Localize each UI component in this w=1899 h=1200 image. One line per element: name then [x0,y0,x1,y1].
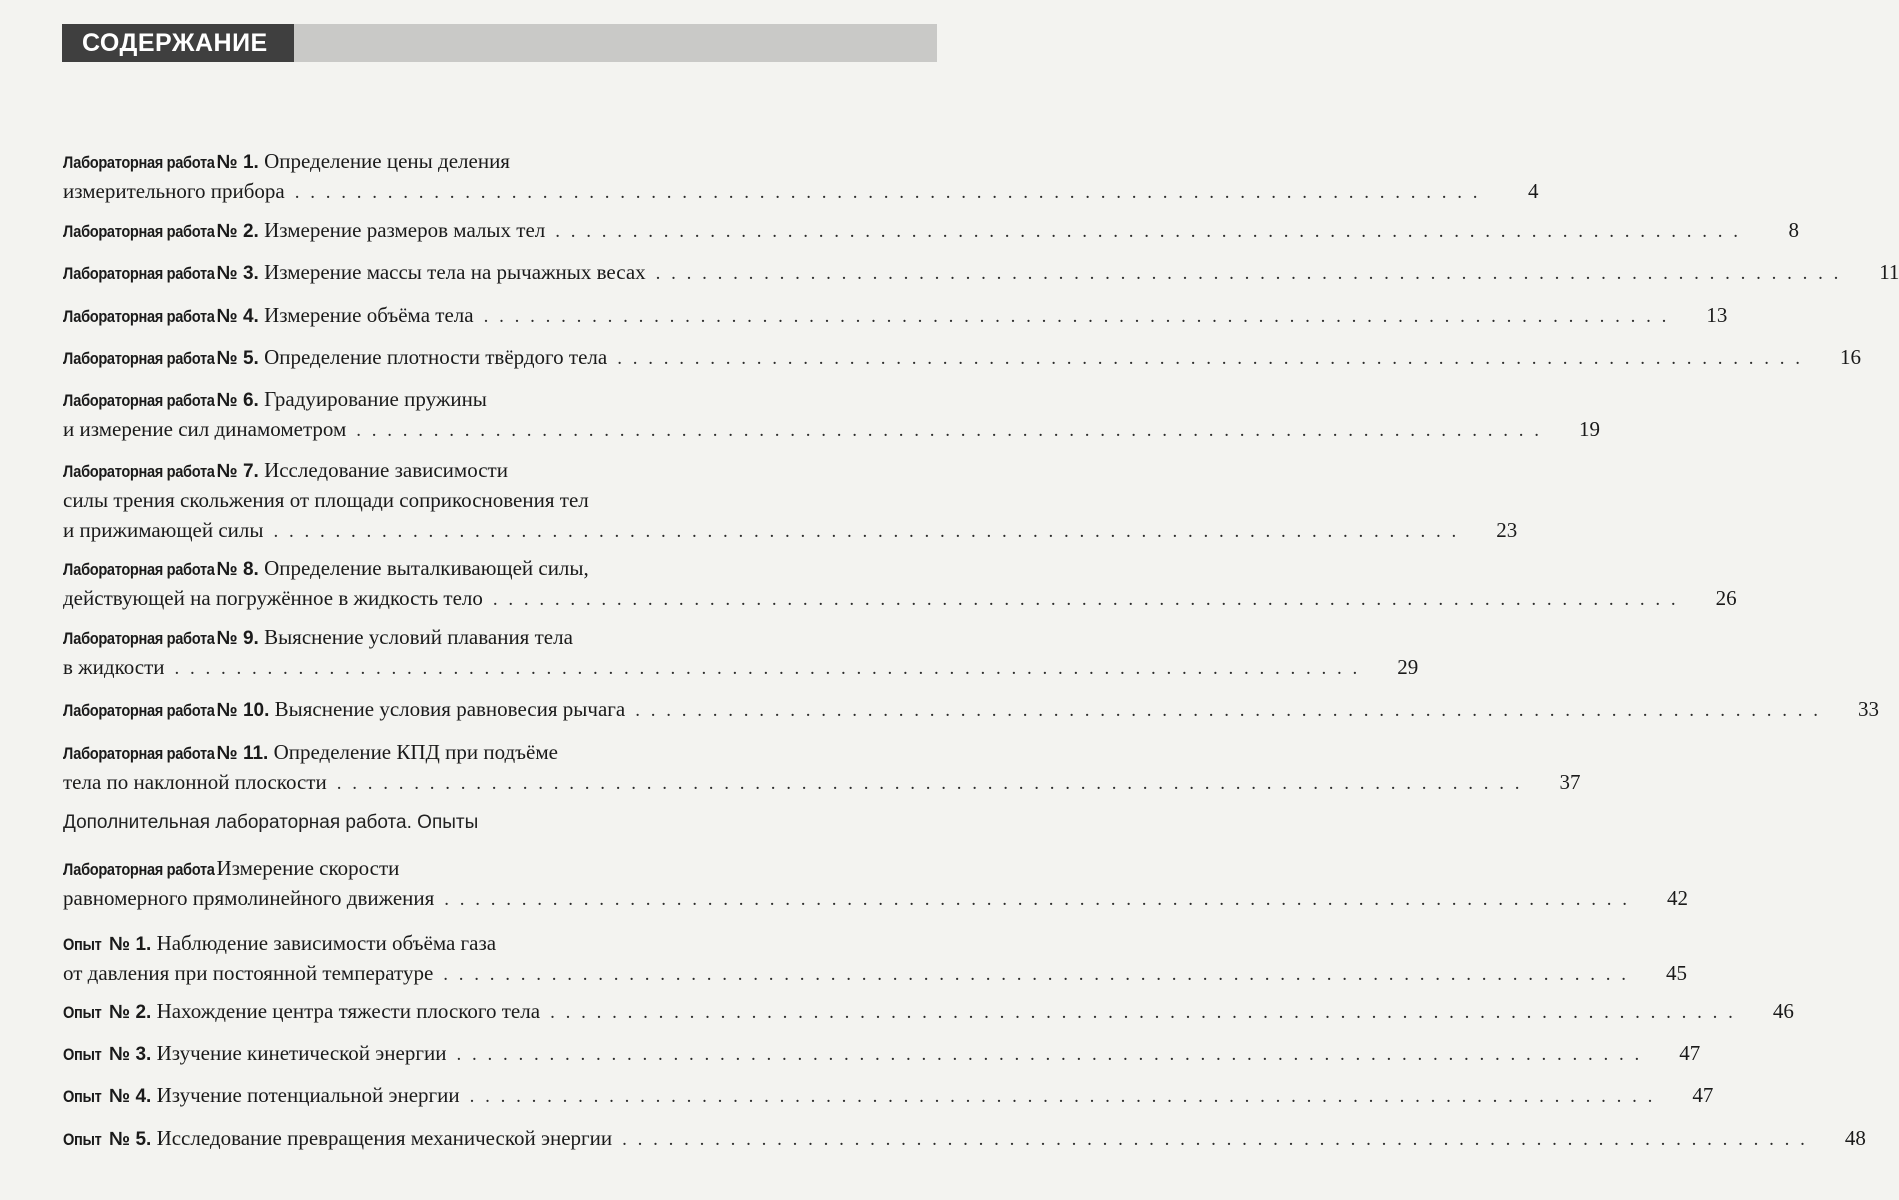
page-number: 26 [1715,586,1737,610]
toc-entry-last-line [63,694,1879,724]
toc-entry-title: действующей на погружённое в жидкость тело [63,586,483,610]
page-number: 11 [1879,260,1899,284]
toc-entry-text [63,767,327,797]
toc-entry-label: Лабораторная работа [63,307,215,326]
toc-entry-last-line [63,767,1581,797]
dot-leader: . . . . . . . . . . . . . . . . . . . . . . . . . . . . . . . . . . . . . . . . . . . . . . . . . . . . . . . . . . . . . . . . . . . . . . . . . . . . . [456,1044,1643,1065]
toc-entry-title: Исследование превращения механической энергии [156,1126,613,1150]
toc-entry-last-line [63,652,1419,682]
page-number: 37 [1559,770,1581,794]
toc-entry-number: № 4. [216,306,259,327]
toc-entry-title: Измерение массы тела на рычажных весах [264,260,646,284]
toc-entry-last-line [63,176,1539,206]
toc-entry-number: № 5. [216,348,259,369]
page-number: 33 [1857,697,1879,721]
toc-entry-text [63,652,165,682]
toc-entry-number: № 7. [216,461,259,482]
toc-entry-text [63,1080,460,1112]
toc-entry-line [63,384,936,414]
toc-entry-number: № 1. [216,152,259,173]
toc-entry-last-line [63,1123,1866,1153]
toc-entry-text [63,414,346,444]
toc-entry-title: Наблюдение зависимости объёма газа [156,931,497,955]
toc-entry-line [63,737,936,767]
toc-entry[interactable] [63,257,1899,287]
dot-leader: . . . . . . . . . . . . . . . . . . . . . . . . . . . . . . . . . . . . . . . . . . . . . . . . . . . . . . . . . . . . . . . . . . . . . . . . . . . . . [655,263,1842,284]
toc-entry-text [63,257,646,289]
page-number: 47 [1679,1041,1701,1065]
toc-entry[interactable] [63,455,1518,545]
toc-entry-title: от давления при постоянной температуре [63,961,434,985]
dot-leader: . . . . . . . . . . . . . . . . . . . . . . . . . . . . . . . . . . . . . . . . . . . . . . . . . . . . . . . . . . . . . . . . . . . . . . . . . . . . . [483,306,1670,327]
toc-entry-label: Лабораторная работа [63,462,215,481]
page-number: 29 [1397,655,1419,679]
toc-entry-line [63,853,936,883]
dot-leader: . . . . . . . . . . . . . . . . . . . . . . . . . . . . . . . . . . . . . . . . . . . . . . . . . . . . . . . . . . . . . . . . . . . . . . . . . . . . . [443,964,1630,985]
page-number: 19 [1579,417,1601,441]
toc-entry[interactable] [63,1123,1866,1153]
toc-entry-title: Выяснение условия равновесия рычага [274,697,626,721]
toc-entry-title: Градуирование пружины [264,387,487,411]
toc-entry[interactable] [63,928,1688,988]
toc-entry-label: Лабораторная работа [63,744,215,763]
toc-entry-label: Лабораторная работа [63,391,215,410]
toc-entry-title: Изучение потенциальной энергии [156,1083,460,1107]
dot-leader: . . . . . . . . . . . . . . . . . . . . . . . . . . . . . . . . . . . . . . . . . . . . . . . . . . . . . . . . . . . . . . . . . . . . . . . . . . . . . [622,1129,1808,1150]
page-number: 16 [1839,345,1861,369]
toc-entry-title: Исследование зависимости [264,458,508,482]
toc-entry[interactable] [63,1080,1714,1110]
toc-entry[interactable] [63,737,1581,797]
toc-entry-title: Определение КПД при подъёме [273,740,558,764]
toc-entry-label: Лабораторная работа [63,349,215,368]
dot-leader: . . . . . . . . . . . . . . . . . . . . . . . . . . . . . . . . . . . . . . . . . . . . . . . . . . . . . . . . . . . . . . . . . . . . . . . . . . . . . [273,521,1460,542]
toc-entry-label: Лабораторная работа [63,701,215,720]
toc-entry-title: и измерение сил динамометром [63,417,347,441]
dot-leader: . . . . . . . . . . . . . . . . . . . . . . . . . . . . . . . . . . . . . . . . . . . . . . . . . . . . . . . . . . . . . . . . . . . . . . . . . . . . . [550,1002,1736,1023]
dot-leader: . . . . . . . . . . . . . . . . . . . . . . . . . . . . . . . . . . . . . . . . . . . . . . . . . . . . . . . . . . . . . . . . . . . . . . . . . . . . . [617,348,1803,369]
dot-leader: . . . . . . . . . . . . . . . . . . . . . . . . . . . . . . . . . . . . . . . . . . . . . . . . . . . . . . . . . . . . . . . . . . . . . . . . . . . . . [469,1086,1656,1107]
dot-leader: . . . . . . . . . . . . . . . . . . . . . . . . . . . . . . . . . . . . . . . . . . . . . . . . . . . . . . . . . . . . . . . . . . . . . . . . . . . . . [492,589,1679,610]
toc-entry-text [63,1038,446,1070]
toc-entry-line [63,553,936,583]
toc-entry-text [63,996,540,1028]
toc-entry-last-line [63,958,1688,988]
toc-entry-line [63,455,936,485]
toc-entry-text [63,342,607,374]
toc-entry-text [63,583,483,613]
toc-entry-number: № 2. [216,221,259,242]
toc-entry-title: Определение выталкивающей силы, [264,556,589,580]
toc-entry[interactable] [63,622,1419,682]
toc-entry-label: Лабораторная работа [63,222,215,241]
toc-entry[interactable] [63,146,1539,206]
toc-entry-label: Опыт [63,1003,102,1022]
dot-leader: . . . . . . . . . . . . . . . . . . . . . . . . . . . . . . . . . . . . . . . . . . . . . . . . . . . . . . . . . . . . . . . . . . . . . . . . . . . . . [174,658,1361,679]
toc-entry-title: Выяснение условий плавания тела [264,625,573,649]
toc-entry-last-line [63,583,1737,613]
toc-entry-label: Опыт [63,1045,102,1064]
toc-entry-text [63,1123,612,1155]
toc-entry-line [63,146,936,176]
toc-entry-title: Определение плотности твёрдого тела [264,345,608,369]
toc-entry-last-line [63,215,1800,245]
dot-leader: . . . . . . . . . . . . . . . . . . . . . . . . . . . . . . . . . . . . . . . . . . . . . . . . . . . . . . . . . . . . . . . . . . . . . . . . . . . . . [294,182,1481,203]
toc-entry-last-line [63,515,1518,545]
page-number: 47 [1692,1083,1714,1107]
toc-entry-text [63,958,433,988]
dot-leader: . . . . . . . . . . . . . . . . . . . . . . . . . . . . . . . . . . . . . . . . . . . . . . . . . . . . . . . . . . . . . . . . . . . . . . . . . . . . . [336,773,1523,794]
toc-entry-number: № 4. [109,1086,152,1107]
toc-entry-line [63,485,936,515]
toc-entry-number: № 10. [216,700,270,721]
toc-entry-line [63,928,936,958]
toc-entry-label: Лабораторная работа [63,560,215,579]
toc-entry-title: Измерение объёма тела [264,303,474,327]
toc-entry-text [63,694,625,726]
toc-entry-title: Изучение кинетической энергии [156,1041,447,1065]
toc-entry-number: № 11. [216,743,269,764]
page-number: 4 [1527,179,1539,203]
toc-entry-number: № 3. [109,1044,152,1065]
dot-leader: . . . . . . . . . . . . . . . . . . . . . . . . . . . . . . . . . . . . . . . . . . . . . . . . . . . . . . . . . . . . . . . . . . . . . . . . . . . . . [635,700,1821,721]
toc-entry-last-line [63,414,1601,444]
toc-entry-title: и прижимающей силы [63,518,264,542]
toc-entry[interactable] [63,384,1601,444]
page-number: 42 [1667,886,1689,910]
toc-entry-line [63,622,936,652]
toc-entry-number: № 5. [109,1129,152,1150]
toc-entry[interactable] [63,342,1861,372]
toc-entry-title: силы трения скольжения от площади соприкосновения тел [63,488,589,512]
page-title: СОДЕРЖАНИЕ [62,24,294,62]
toc-entry-label: Опыт [63,935,102,954]
toc-entry-title: в жидкости [63,655,165,679]
toc-entry-label: Опыт [63,1130,102,1149]
toc-entry-number: № 1. [109,934,152,955]
toc-entry-text [63,215,545,247]
page-number: 13 [1706,303,1728,327]
page-number: 46 [1772,999,1794,1023]
toc-entry-last-line [63,257,1899,287]
toc-entry-label: Лабораторная работа [63,629,215,648]
toc-entry-text [63,515,264,545]
toc-entry-number: № 2. [109,1002,152,1023]
toc-entry-last-line [63,300,1728,330]
page-number: 48 [1844,1126,1866,1150]
toc-entry-title: измерительного прибора [63,179,285,203]
toc-entry-text [63,176,285,206]
toc-entry-number: № 3. [216,263,259,284]
toc-entry[interactable] [63,215,1800,245]
toc-entry-title: Нахождение центра тяжести плоского тела [156,999,541,1023]
toc-entry-title: Определение цены деления [264,149,510,173]
toc-entry-number: № 6. [216,390,259,411]
toc-entry-last-line [63,1080,1714,1110]
toc-entry[interactable] [63,853,1689,913]
dot-leader: . . . . . . . . . . . . . . . . . . . . . . . . . . . . . . . . . . . . . . . . . . . . . . . . . . . . . . . . . . . . . . . . . . . . . . . . . . . . . [356,420,1543,441]
toc-entry[interactable] [63,996,1794,1026]
page-number: 8 [1788,218,1800,242]
toc-entry-title: равномерного прямолинейного движения [63,886,435,910]
toc-entry-title: Измерение размеров малых тел [264,218,546,242]
toc-entry-title: Измерение скорости [216,856,400,880]
toc-entry-last-line [63,342,1861,372]
toc-entry-text [63,300,474,332]
toc-entry-last-line [63,883,1689,913]
page-number: 23 [1496,518,1518,542]
toc-entry-label: Лабораторная работа [63,264,215,283]
toc-entry-number: № 8. [216,559,259,580]
toc-entry-last-line [63,996,1794,1026]
toc-entry-text [63,883,434,913]
toc-entry-label: Лабораторная работа [63,153,215,172]
toc-entry-title: тела по наклонной плоскости [63,770,327,794]
section-heading: Дополнительная лабораторная работа. Опыты [63,812,479,833]
toc-entry-label: Опыт [63,1087,102,1106]
dot-leader: . . . . . . . . . . . . . . . . . . . . . . . . . . . . . . . . . . . . . . . . . . . . . . . . . . . . . . . . . . . . . . . . . . . . . . . . . . . . . [444,889,1631,910]
page-number: 45 [1666,961,1688,985]
dot-leader: . . . . . . . . . . . . . . . . . . . . . . . . . . . . . . . . . . . . . . . . . . . . . . . . . . . . . . . . . . . . . . . . . . . . . . . . . . . . . [555,221,1742,242]
toc-entry-last-line [63,1038,1701,1068]
toc-entry[interactable] [63,553,1737,613]
toc-entry-number: № 9. [216,628,259,649]
toc-entry[interactable] [63,300,1728,330]
toc-entry[interactable] [63,1038,1701,1068]
toc-entry-label: Лабораторная работа [63,860,215,879]
toc-entry[interactable] [63,694,1879,724]
